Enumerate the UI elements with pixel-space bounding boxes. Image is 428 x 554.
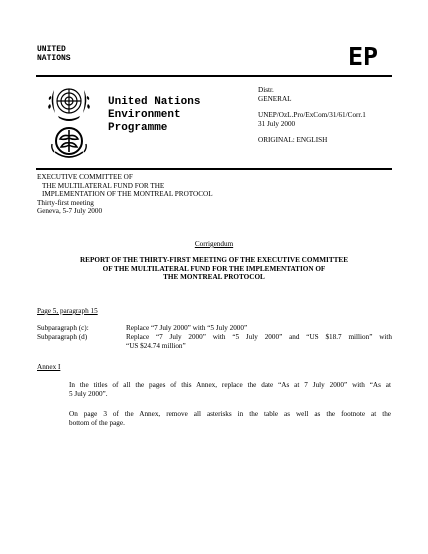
report-title-line-1: REPORT OF THE THIRTY-FIRST MEETING OF THE EXECUTIVE COMMITTEE — [79, 256, 348, 264]
meeting-number: Thirty-first meeting — [37, 198, 94, 207]
annex-paragraph-1-line-2: 5 July 2000”. — [69, 389, 108, 398]
annex-paragraph-2-line-1: On page 3 of the Annex, remove all asterisks in the table as well as the footnote at the — [69, 410, 391, 418]
page-reference: Page 5, paragraph 15 — [37, 307, 98, 315]
committee-line-3: IMPLEMENTATION OF THE MONTREAL PROTOCOL — [42, 190, 213, 199]
committee-line-1: EXECUTIVE COMMITTEE OF — [37, 173, 133, 181]
annex-paragraph-2-line-2: bottom of the page. — [69, 418, 125, 427]
subparagraph-d-label: Subparagraph (d) — [37, 333, 88, 341]
org-name — [37, 45, 71, 63]
org-line-2: NATIONS — [37, 54, 71, 63]
document-date: 31 July 2000 — [258, 119, 296, 128]
corrigendum-heading: Corrigendum — [194, 240, 234, 248]
divider-rule — [36, 168, 392, 170]
ep-symbol: EP — [348, 42, 379, 71]
committee-line-2: THE MULTILATERAL FUND FOR THE — [42, 181, 165, 190]
meeting-place-date: Geneva, 5-7 July 2000 — [37, 207, 103, 216]
distr-value: GENERAL — [258, 94, 292, 103]
un-emblem-icon — [46, 82, 92, 124]
subparagraph-d-line-2: “US $24.74 million” — [126, 341, 186, 350]
programme-line-2: Environment — [108, 109, 181, 121]
distribution-block — [258, 86, 366, 145]
unep-emblem-icon — [50, 126, 88, 160]
report-title-line-3: THE MONTREAL PROTOCOL — [163, 273, 265, 282]
subparagraph-d-text — [126, 333, 392, 350]
subparagraph-c-label: Subparagraph (c): — [37, 324, 89, 332]
subparagraph-d-line-1: Replace “7 July 2000” with “5 July 2000” and “US $18.7 million” with — [126, 333, 392, 341]
programme-name — [108, 96, 200, 135]
annex-paragraph-2 — [69, 410, 391, 427]
annex-paragraph-1 — [69, 381, 391, 398]
org-line-1: UNITED — [37, 45, 66, 54]
subparagraph-c-text: Replace “7 July 2000” with “5 July 2000” — [126, 324, 248, 332]
original-language: ORIGINAL: ENGLISH — [258, 136, 328, 145]
report-title — [36, 256, 392, 282]
committee-block — [37, 173, 213, 216]
header-rule — [36, 75, 392, 77]
report-title-line-2: OF THE MULTILATERAL FUND FOR THE IMPLEMENTATION OF — [102, 264, 326, 273]
programme-line-1: United Nations — [108, 96, 201, 108]
document-symbol: UNEP/OzL.Pro/ExCom/31/61/Corr.1 — [258, 111, 366, 120]
annex-heading: Annex I — [37, 363, 61, 371]
distr-label: Distr. — [258, 86, 274, 94]
programme-line-3: Programme — [108, 122, 168, 134]
annex-paragraph-1-line-1: In the titles of all the pages of this Annex, replace the date “As at 7 July 2000” with “As at — [69, 381, 391, 389]
